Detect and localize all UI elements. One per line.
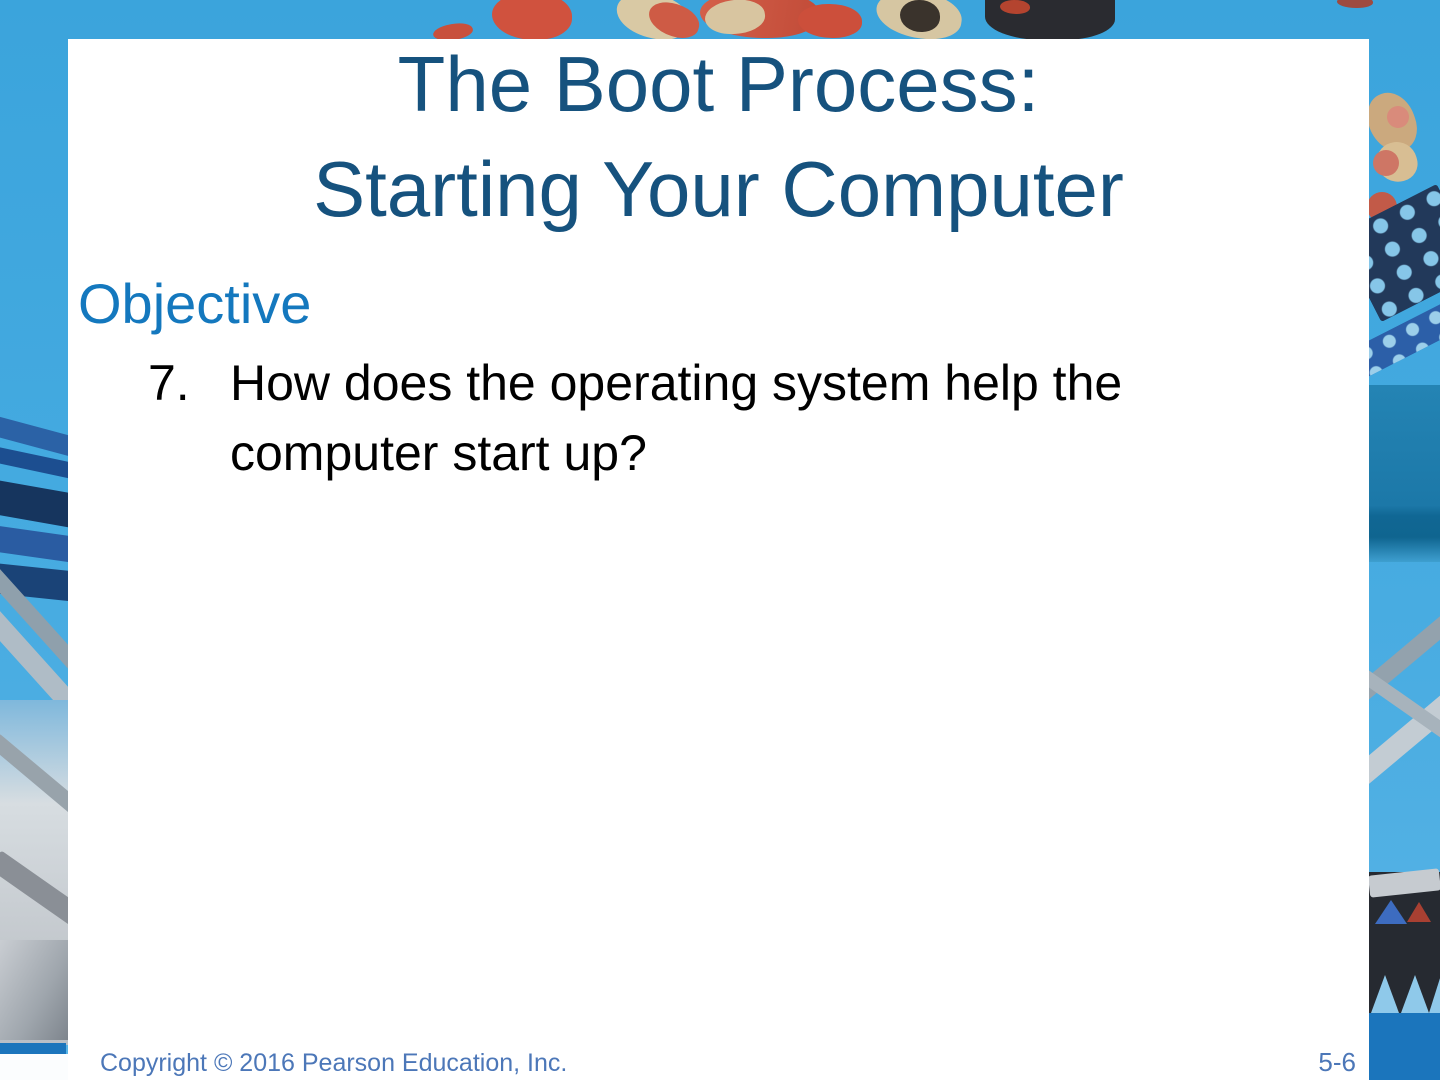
bottom-white-strip xyxy=(0,1054,68,1080)
slide-title-line1: The Boot Process: xyxy=(397,40,1040,128)
slide-content-panel xyxy=(68,39,1369,1080)
list-item-text: How does the operating system help the computer start up? xyxy=(230,355,1123,481)
coaster-car-red-icon xyxy=(1337,0,1373,8)
objective-list-item xyxy=(148,348,1260,488)
blue-accent-block xyxy=(1369,1013,1440,1080)
coaster-rider-icon xyxy=(1373,150,1399,176)
slide-title xyxy=(68,32,1369,242)
sky-gap-notch xyxy=(1401,975,1429,1013)
blue-accent-bar xyxy=(0,1043,66,1054)
sky-gap-notch xyxy=(1371,975,1399,1013)
background-left-strip xyxy=(0,0,68,1080)
copyright-text: Copyright © 2016 Pearson Education, Inc. xyxy=(100,1049,568,1077)
objective-heading: Objective xyxy=(78,272,312,335)
coaster-track-beam-icon xyxy=(0,480,68,531)
teal-photo-block xyxy=(1369,385,1440,562)
coaster-rider-icon xyxy=(1387,106,1409,128)
red-flag-shape xyxy=(1407,902,1431,922)
sky-gap-notch xyxy=(1429,975,1440,1013)
background-right-strip xyxy=(1369,0,1440,1080)
coaster-structure-gray-block xyxy=(0,940,68,1040)
list-item-number: 7. xyxy=(148,355,190,411)
blue-flag-shape xyxy=(1375,900,1407,924)
coaster-car-red-icon xyxy=(1000,0,1030,14)
coaster-track-beam-icon xyxy=(0,525,68,565)
page-number: 5-6 xyxy=(1318,1047,1356,1077)
coaster-rider-dark-icon xyxy=(900,0,940,32)
slide-title-line2: Starting Your Computer xyxy=(313,145,1124,233)
